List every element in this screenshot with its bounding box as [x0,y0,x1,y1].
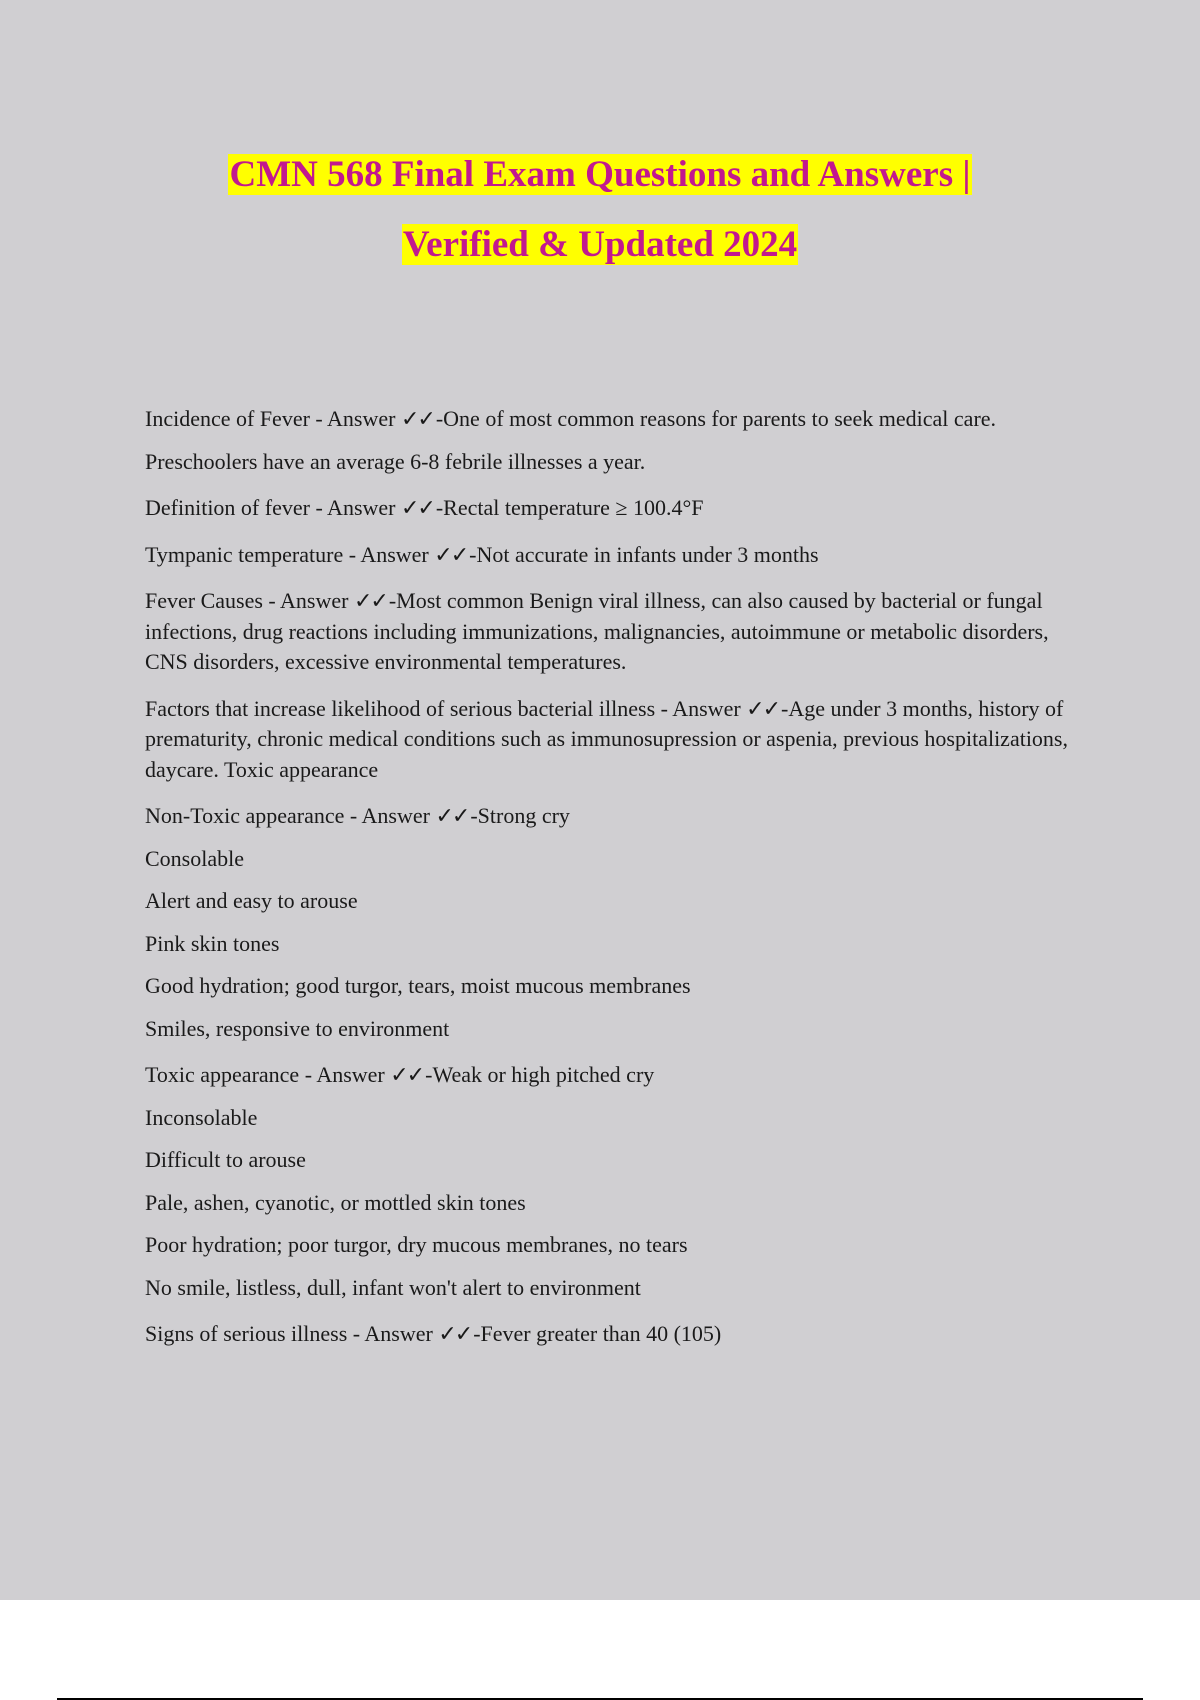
double-check-icon: ✓✓ [353,588,387,613]
entry-term: Incidence of Fever [145,406,310,431]
entry-answer: -Weak or high pitched cry [425,1062,655,1087]
title-line-2: Verified & Updated 2024 [402,224,798,265]
double-check-icon: ✓✓ [390,1062,424,1087]
entry-term: Tympanic temperature [145,541,344,567]
qa-continuation: Pink skin tones [145,930,280,956]
double-check-icon: ✓✓ [435,803,469,828]
entry-answer: -Not accurate in infants under 3 months [469,541,819,567]
double-check-icon: ✓✓ [400,495,434,520]
entry-answer: -Fever greater than 40 (105) [473,1321,722,1346]
qa-entry: Tympanic temperature - Answer ✓✓-Not accurate in infants under 3 months [145,541,819,567]
document-title [0,140,1200,280]
qa-continuation: Preschoolers have an average 6-8 febrile illnesses a year. [145,448,646,474]
qa-entry: Definition of fever - Answer ✓✓-Rectal temperature ≥ 100.4°F [145,495,704,520]
double-check-icon: ✓✓ [746,695,780,721]
qa-continuation: Alert and easy to arouse [145,888,358,913]
page-footer [0,1600,1200,1700]
qa-continuation: Consolable [145,845,244,871]
qa-continuation: Inconsolable [145,1104,258,1130]
qa-continuation: Difficult to arouse [145,1147,306,1172]
qa-entry: Toxic appearance - Answer ✓✓-Weak or high pitched cry [145,1062,655,1087]
qa-content [145,404,1095,1350]
entry-term: Non-Toxic appearance [145,803,345,828]
entry-term: Signs of serious illness [145,1321,348,1346]
entry-term: Toxic appearance [145,1062,300,1087]
qa-entry: Incidence of Fever - Answer ✓✓-One of most common reasons for parents to seek medical care. [145,406,997,431]
entry-answer: -Age under 3 months, history of prematurity, chronic medical conditions such as immunosupression or aspenia, previous hospitalizations, daycare. Toxic appearance [145,695,1068,782]
qa-continuation: Smiles, responsive to environment [145,1015,450,1041]
qa-continuation: Good hydration; good turgor, tears, moist mucous membranes [145,973,691,998]
qa-continuation: Pale, ashen, cyanotic, or mottled skin tones [145,1189,526,1215]
entry-term: Definition of fever [145,495,310,520]
entry-answer: -One of most common reasons for parents to seek medical care. [435,406,997,431]
qa-entry: Signs of serious illness - Answer ✓✓-Fever greater than 40 (105) [145,1321,722,1346]
entry-answer: -Rectal temperature ≥ 100.4°F [435,495,704,520]
title-line-1: CMN 568 Final Exam Questions and Answers | [229,154,971,195]
entry-answer: -Most common Benign viral illness, can also caused by bacterial or fungal infections, drug reactions including immunizations, malignancies, autoimmune or metabolic disorders, CNS disorders, excessive environmental temperatures. [145,588,1049,674]
qa-entry: Fever Causes - Answer ✓✓-Most common Benign viral illness, can also caused by bacterial or fungal infections, drug reactions including immunizations, malignancies, autoimmune or metabolic disorders, CNS disorders, excessive environmental temperatures. [145,588,1049,674]
entry-term: Factors that increase likelihood of serious bacterial illness [145,695,656,721]
entry-term: Fever Causes [145,588,263,613]
double-check-icon: ✓✓ [438,1321,472,1346]
double-check-icon: ✓✓ [400,406,434,431]
qa-entry: Factors that increase likelihood of serious bacterial illness - Answer ✓✓-Age under 3 months, history of prematurity, chronic medical conditions such as immunosupression or aspenia, previous hospitalizations, daycare. Toxic appearance [145,695,1068,782]
qa-continuation: Poor hydration; poor turgor, dry mucous membranes, no tears [145,1232,688,1257]
double-check-icon: ✓✓ [434,541,468,567]
qa-entry: Non-Toxic appearance - Answer ✓✓-Strong cry [145,803,570,828]
qa-continuation: No smile, listless, dull, infant won't alert to environment [145,1274,641,1300]
entry-answer: -Strong cry [470,803,570,828]
